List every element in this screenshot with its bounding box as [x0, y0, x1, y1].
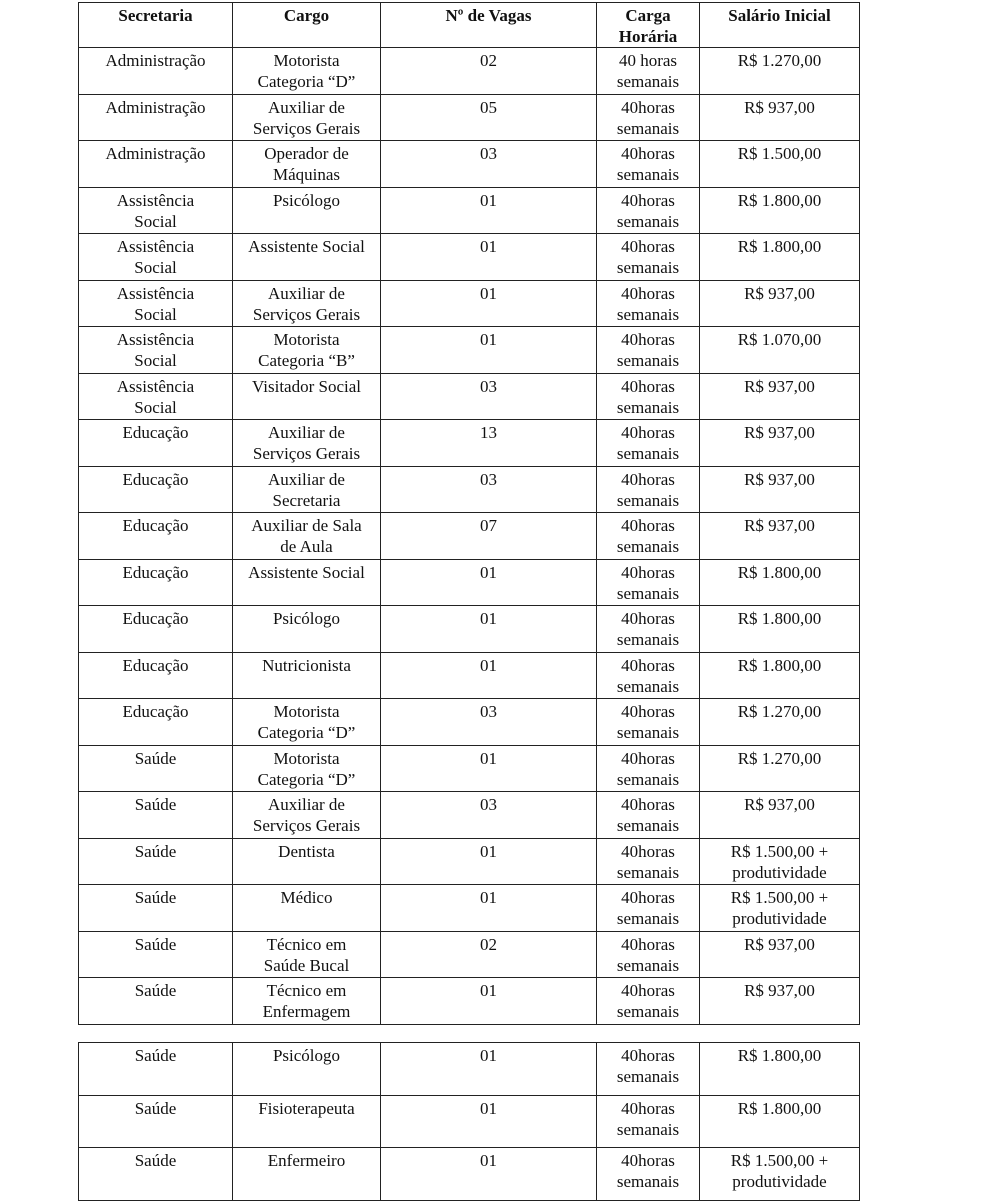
cell-salario-line: R$ 1.800,00 — [737, 609, 822, 628]
cell-carga-line: semanais — [616, 118, 680, 138]
cell-salario — [700, 280, 860, 327]
cell-cargo — [233, 420, 381, 467]
cell-cargo-line: Médico — [280, 888, 333, 907]
cell-vagas: 01 — [381, 838, 597, 885]
cell-secretaria-line: Saúde — [134, 1098, 177, 1118]
cell-secretaria-line: Assistência — [116, 376, 195, 396]
cell-salario — [700, 1043, 860, 1096]
cell-vagas: 01 — [381, 745, 597, 792]
cell-carga-line: 40horas — [621, 1151, 675, 1170]
table-row — [79, 885, 860, 932]
cell-secretaria — [79, 234, 233, 281]
cell-vagas: 01 — [381, 559, 597, 606]
cell-vagas: 03 — [381, 466, 597, 513]
cell-salario — [700, 978, 860, 1025]
cell-secretaria — [79, 94, 233, 141]
cell-salario-line: R$ 937,00 — [744, 516, 815, 535]
cell-vagas: 01 — [381, 1148, 597, 1201]
cell-salario-line: R$ 937,00 — [744, 469, 815, 489]
cell-salario — [700, 187, 860, 234]
cell-carga-line: semanais — [616, 165, 680, 184]
cell-secretaria-line: Saúde — [134, 934, 177, 954]
cell-cargo — [233, 745, 381, 792]
cell-salario — [700, 1148, 860, 1201]
cell-carga — [597, 1095, 700, 1148]
cell-secretaria-line: Saúde — [134, 795, 177, 814]
cell-secretaria-line: Social — [134, 397, 177, 417]
cell-cargo — [233, 280, 381, 327]
cell-cargo-line: de Aula — [280, 537, 333, 556]
header-vagas: Nº de Vagas — [381, 3, 597, 48]
cell-salario — [700, 838, 860, 885]
cell-carga-line: semanais — [616, 676, 680, 696]
table-row — [79, 745, 860, 792]
cell-carga-line: semanais — [616, 72, 680, 91]
cell-secretaria — [79, 513, 233, 560]
cell-cargo — [233, 978, 381, 1025]
cell-salario — [700, 373, 860, 420]
cell-vagas: 07 — [381, 513, 597, 560]
cell-carga-line: 40horas — [621, 841, 675, 861]
cell-cargo-line: Auxiliar de — [268, 795, 345, 814]
cell-cargo-line: Motorista — [273, 330, 340, 349]
cell-carga — [597, 48, 700, 95]
table-row — [79, 699, 860, 746]
cell-salario — [700, 420, 860, 467]
cell-salario-line: produtividade — [732, 862, 827, 882]
cell-secretaria-line: Assistência — [116, 330, 195, 349]
cell-cargo-line: Motorista — [273, 702, 340, 721]
cell-carga — [597, 792, 700, 839]
cell-carga-line: 40horas — [621, 423, 675, 442]
cell-carga — [597, 94, 700, 141]
cell-carga-line: semanais — [616, 1119, 680, 1139]
cell-cargo-line: Categoria “D” — [257, 723, 356, 742]
cell-cargo — [233, 606, 381, 653]
cell-salario — [700, 606, 860, 653]
cell-cargo — [233, 699, 381, 746]
cell-secretaria-line: Administração — [105, 51, 206, 70]
cell-cargo — [233, 652, 381, 699]
cell-secretaria — [79, 931, 233, 978]
cell-carga — [597, 420, 700, 467]
table-row — [79, 234, 860, 281]
cell-salario — [700, 94, 860, 141]
table-header-row — [79, 3, 860, 48]
cell-carga-line: semanais — [616, 583, 680, 603]
cell-secretaria — [79, 280, 233, 327]
cell-cargo — [233, 94, 381, 141]
cell-carga-line: semanais — [616, 769, 680, 789]
cell-vagas: 02 — [381, 48, 597, 95]
cell-salario-line: R$ 1.800,00 — [737, 1098, 822, 1118]
cell-salario-line: R$ 937,00 — [744, 934, 815, 954]
table-row — [79, 1095, 860, 1148]
cell-carga-line: 40horas — [621, 655, 675, 675]
cell-carga — [597, 327, 700, 374]
cell-vagas: 01 — [381, 327, 597, 374]
cell-cargo-line: Categoria “D” — [257, 769, 356, 789]
cell-cargo-line: Psicólogo — [272, 1046, 341, 1065]
cell-secretaria-line: Educação — [122, 702, 189, 721]
cell-cargo — [233, 1148, 381, 1201]
cell-vagas: 01 — [381, 606, 597, 653]
cell-salario-line: R$ 937,00 — [744, 376, 815, 396]
cell-secretaria-line: Saúde — [134, 748, 177, 768]
cell-carga — [597, 234, 700, 281]
table-row — [79, 978, 860, 1025]
cell-cargo — [233, 885, 381, 932]
cell-cargo-line: Motorista — [273, 51, 340, 70]
table-row — [79, 141, 860, 188]
cell-secretaria — [79, 792, 233, 839]
cell-secretaria-line: Administração — [105, 97, 206, 117]
cell-vagas: 01 — [381, 652, 597, 699]
header-carga-line-1: Carga — [625, 6, 671, 25]
vacancies-table — [78, 2, 860, 1025]
cell-cargo-line: Enfermagem — [262, 1002, 351, 1021]
cell-salario-line: R$ 937,00 — [744, 981, 815, 1000]
cell-carga — [597, 838, 700, 885]
cell-secretaria-line: Assistência — [116, 283, 195, 303]
cell-secretaria-line: Saúde — [134, 1151, 177, 1170]
cell-carga — [597, 885, 700, 932]
cell-carga — [597, 513, 700, 560]
cell-salario — [700, 559, 860, 606]
cell-cargo — [233, 838, 381, 885]
cell-carga-line: 40horas — [621, 190, 675, 210]
cell-carga-line: semanais — [616, 862, 680, 882]
cell-secretaria-line: Educação — [122, 516, 189, 535]
cell-secretaria-line: Social — [134, 351, 177, 370]
table-row — [79, 280, 860, 327]
cell-cargo — [233, 141, 381, 188]
cell-cargo-line: Saúde Bucal — [263, 955, 350, 975]
cell-carga — [597, 931, 700, 978]
cell-vagas: 01 — [381, 187, 597, 234]
header-cargo: Cargo — [233, 3, 381, 48]
cell-carga-line: 40horas — [621, 516, 675, 535]
cell-cargo — [233, 559, 381, 606]
cell-secretaria-line: Educação — [122, 655, 189, 675]
cell-vagas: 01 — [381, 234, 597, 281]
cell-secretaria — [79, 606, 233, 653]
cell-cargo-line: Fisioterapeuta — [258, 1098, 355, 1118]
cell-carga — [597, 1043, 700, 1096]
cell-salario-line: R$ 1.500,00 — [737, 144, 822, 163]
cell-carga-line: 40horas — [621, 144, 675, 163]
cell-secretaria — [79, 838, 233, 885]
cell-cargo-line: Auxiliar de — [268, 469, 345, 489]
cell-cargo-line: Técnico em — [266, 934, 347, 954]
cell-carga-line: 40 horas — [618, 51, 678, 70]
cell-cargo-line: Auxiliar de — [268, 423, 345, 442]
table-row — [79, 652, 860, 699]
cell-vagas: 01 — [381, 978, 597, 1025]
cell-secretaria — [79, 420, 233, 467]
cell-vagas: 02 — [381, 931, 597, 978]
cell-carga-line: 40horas — [621, 702, 675, 721]
cell-secretaria-line: Educação — [122, 423, 189, 442]
cell-cargo-line: Serviços Gerais — [252, 816, 361, 835]
cell-vagas: 05 — [381, 94, 597, 141]
cell-vagas: 03 — [381, 373, 597, 420]
cell-carga — [597, 745, 700, 792]
cell-carga — [597, 978, 700, 1025]
cell-vagas: 01 — [381, 1043, 597, 1096]
cell-salario — [700, 652, 860, 699]
cell-salario — [700, 745, 860, 792]
cell-cargo — [233, 234, 381, 281]
cell-salario-line: R$ 937,00 — [744, 97, 815, 117]
cell-vagas: 03 — [381, 141, 597, 188]
cell-salario-line: R$ 1.500,00 + — [730, 841, 829, 861]
cell-vagas: 01 — [381, 1095, 597, 1148]
table-row — [79, 466, 860, 513]
header-salario: Salário Inicial — [700, 3, 860, 48]
cell-salario — [700, 931, 860, 978]
cell-cargo — [233, 513, 381, 560]
cell-salario — [700, 327, 860, 374]
cell-secretaria — [79, 885, 233, 932]
cell-cargo — [233, 466, 381, 513]
cell-cargo-line: Visitador Social — [252, 376, 361, 396]
table-row — [79, 420, 860, 467]
cell-cargo-line: Secretaria — [272, 490, 341, 510]
cell-secretaria-line: Assistência — [116, 237, 195, 256]
cell-carga-line: semanais — [616, 955, 680, 975]
cell-salario — [700, 885, 860, 932]
cell-vagas: 13 — [381, 420, 597, 467]
cell-secretaria — [79, 652, 233, 699]
cell-secretaria-line: Social — [134, 304, 177, 324]
table-row — [79, 792, 860, 839]
header-carga-line-2: Horária — [618, 27, 678, 46]
table-row — [79, 1148, 860, 1201]
cell-vagas: 01 — [381, 280, 597, 327]
cell-salario-line: R$ 1.070,00 — [737, 330, 822, 349]
cell-cargo-line: Assistente Social — [248, 237, 365, 256]
cell-carga — [597, 466, 700, 513]
cell-vagas: 03 — [381, 792, 597, 839]
cell-carga — [597, 559, 700, 606]
cell-vagas: 01 — [381, 885, 597, 932]
cell-carga — [597, 373, 700, 420]
cell-carga-line: 40horas — [621, 981, 675, 1000]
cell-carga-line: 40horas — [621, 888, 675, 907]
cell-salario — [700, 141, 860, 188]
cell-carga-line: 40horas — [621, 934, 675, 954]
table-row — [79, 606, 860, 653]
cell-salario — [700, 1095, 860, 1148]
cell-cargo-line: Motorista — [273, 748, 340, 768]
cell-carga-line: semanais — [616, 304, 680, 324]
cell-carga-line: 40horas — [621, 609, 675, 628]
table-row — [79, 559, 860, 606]
table-row — [79, 513, 860, 560]
cell-carga-line: 40horas — [621, 1098, 675, 1118]
cell-salario-line: R$ 1.270,00 — [737, 702, 822, 721]
cell-cargo — [233, 373, 381, 420]
cell-cargo — [233, 1043, 381, 1096]
cell-cargo-line: Categoria “D” — [257, 72, 356, 91]
cell-carga-line: 40horas — [621, 283, 675, 303]
cell-cargo-line: Assistente Social — [248, 562, 365, 582]
cell-cargo — [233, 1095, 381, 1148]
cell-carga — [597, 606, 700, 653]
cell-cargo-line: Psicólogo — [272, 609, 341, 628]
cell-salario-line: R$ 1.800,00 — [737, 655, 822, 675]
cell-salario-line: R$ 1.800,00 — [737, 1046, 822, 1065]
cell-secretaria-line: Educação — [122, 469, 189, 489]
cell-cargo — [233, 187, 381, 234]
cell-carga-line: semanais — [616, 537, 680, 556]
cell-secretaria — [79, 745, 233, 792]
cell-secretaria — [79, 48, 233, 95]
cell-salario-line: produtividade — [732, 1172, 827, 1191]
cell-carga-line: 40horas — [621, 1046, 675, 1065]
cell-salario — [700, 48, 860, 95]
cell-carga-line: semanais — [616, 723, 680, 742]
cell-cargo-line: Psicólogo — [272, 190, 341, 210]
cell-cargo-line: Técnico em — [266, 981, 347, 1000]
cell-secretaria — [79, 187, 233, 234]
cell-secretaria-line: Assistência — [116, 190, 195, 210]
cell-secretaria — [79, 373, 233, 420]
cell-salario-line: produtividade — [732, 909, 827, 928]
cell-carga-line: 40horas — [621, 376, 675, 396]
cell-carga-line: semanais — [616, 1172, 680, 1191]
table-row — [79, 373, 860, 420]
cell-carga-line: 40horas — [621, 330, 675, 349]
cell-cargo-line: Dentista — [278, 841, 335, 861]
cell-cargo — [233, 792, 381, 839]
cell-salario-line: R$ 1.270,00 — [737, 51, 822, 70]
cell-cargo-line: Nutricionista — [262, 655, 351, 675]
cell-salario-line: R$ 1.500,00 + — [730, 1151, 829, 1170]
cell-secretaria — [79, 699, 233, 746]
cell-cargo — [233, 48, 381, 95]
cell-cargo-line: Operador de — [264, 144, 349, 163]
cell-cargo-line: Auxiliar de — [268, 97, 345, 117]
cell-secretaria-line: Saúde — [134, 888, 177, 907]
cell-carga-line: semanais — [616, 1067, 680, 1086]
cell-carga — [597, 652, 700, 699]
cell-secretaria-line: Saúde — [134, 841, 177, 861]
cell-secretaria — [79, 1095, 233, 1148]
cell-secretaria — [79, 978, 233, 1025]
cell-salario-line: R$ 1.500,00 + — [730, 888, 829, 907]
cell-carga — [597, 187, 700, 234]
cell-carga-line: semanais — [616, 816, 680, 835]
table-row — [79, 327, 860, 374]
cell-carga-line: semanais — [616, 909, 680, 928]
cell-salario-line: R$ 1.800,00 — [737, 237, 822, 256]
cell-secretaria — [79, 559, 233, 606]
cell-cargo-line: Serviços Gerais — [252, 118, 361, 138]
cell-cargo — [233, 327, 381, 374]
cell-secretaria — [79, 466, 233, 513]
cell-cargo — [233, 931, 381, 978]
vacancies-table-continued — [78, 1042, 860, 1201]
cell-secretaria-line: Social — [134, 258, 177, 277]
cell-salario-line: R$ 937,00 — [744, 423, 815, 442]
cell-cargo-line: Serviços Gerais — [252, 444, 361, 463]
cell-carga-line: semanais — [616, 397, 680, 417]
cell-carga-line: 40horas — [621, 562, 675, 582]
cell-secretaria — [79, 1148, 233, 1201]
cell-carga-line: 40horas — [621, 795, 675, 814]
table-row — [79, 1043, 860, 1096]
cell-cargo-line: Serviços Gerais — [252, 304, 361, 324]
cell-secretaria — [79, 141, 233, 188]
cell-carga-line: 40horas — [621, 237, 675, 256]
cell-salario-line: R$ 1.270,00 — [737, 748, 822, 768]
cell-secretaria-line: Saúde — [134, 981, 177, 1000]
table-row — [79, 187, 860, 234]
cell-secretaria-line: Saúde — [134, 1046, 177, 1065]
cell-cargo-line: Categoria “B” — [258, 351, 355, 370]
cell-cargo-line: Enfermeiro — [267, 1151, 346, 1170]
cell-secretaria-line: Educação — [122, 609, 189, 628]
cell-carga — [597, 141, 700, 188]
cell-cargo-line: Auxiliar de — [268, 283, 345, 303]
cell-carga-line: semanais — [616, 211, 680, 231]
cell-salario — [700, 513, 860, 560]
cell-secretaria-line: Educação — [122, 562, 189, 582]
cell-salario-line: R$ 937,00 — [744, 795, 815, 814]
header-secretaria: Secretaria — [79, 3, 233, 48]
table-row — [79, 48, 860, 95]
cell-carga-line: 40horas — [621, 469, 675, 489]
cell-carga-line: semanais — [616, 444, 680, 463]
cell-carga-line: semanais — [616, 351, 680, 370]
cell-secretaria — [79, 327, 233, 374]
cell-salario-line: R$ 937,00 — [744, 283, 815, 303]
cell-secretaria-line: Social — [134, 211, 177, 231]
cell-secretaria — [79, 1043, 233, 1096]
table-body-continued — [79, 1043, 860, 1201]
cell-salario-line: R$ 1.800,00 — [737, 562, 822, 582]
cell-carga — [597, 1148, 700, 1201]
cell-carga-line: semanais — [616, 258, 680, 277]
cell-vagas: 03 — [381, 699, 597, 746]
cell-cargo-line: Auxiliar de Sala — [251, 516, 362, 535]
cell-carga-line: semanais — [616, 630, 680, 649]
cell-salario — [700, 234, 860, 281]
cell-carga-line: 40horas — [621, 748, 675, 768]
table-row — [79, 94, 860, 141]
cell-cargo-line: Máquinas — [272, 165, 341, 184]
cell-carga-line: semanais — [616, 490, 680, 510]
cell-salario — [700, 466, 860, 513]
cell-secretaria-line: Administração — [105, 144, 206, 163]
table-row — [79, 931, 860, 978]
cell-salario — [700, 699, 860, 746]
table-body — [79, 48, 860, 1025]
cell-carga-line: semanais — [616, 1002, 680, 1021]
header-carga-horaria — [597, 3, 700, 48]
cell-carga — [597, 280, 700, 327]
table-row — [79, 838, 860, 885]
cell-carga — [597, 699, 700, 746]
cell-carga-line: 40horas — [621, 97, 675, 117]
cell-salario — [700, 792, 860, 839]
cell-salario-line: R$ 1.800,00 — [737, 190, 822, 210]
